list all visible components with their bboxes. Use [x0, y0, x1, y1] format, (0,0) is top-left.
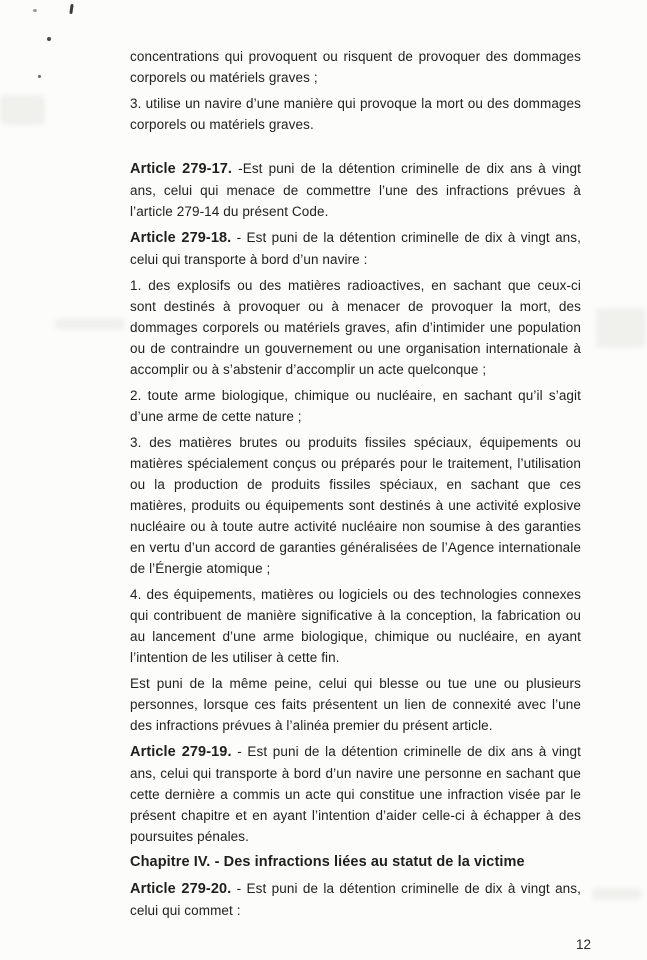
article-text: - Est puni de la détention criminelle de dix à vingt ans, celui qui commet :	[130, 881, 581, 918]
article-279-19-label: Article 279-19.	[130, 744, 232, 760]
body-text: Est puni de la même peine, celui qui blesse ou tue une ou plusieurs personnes, lorsque ces faits présentent un lien de connexité avec l’une des infractions prévues à l’alinéa premier du présent article.	[130, 676, 581, 733]
article-279-18-label: Article 279-18.	[130, 230, 232, 246]
article-279-17-label: Article 279-17.	[130, 161, 233, 177]
body-text: 2. toute arme biologique, chimique ou nucléaire, en sachant qu’il s’agit d’une arme de cette nature ;	[130, 388, 581, 424]
article-279-20	[130, 878, 581, 921]
list-item-1-explosifs	[130, 275, 581, 380]
body-text: 1. des explosifs ou des matières radioactives, en sachant que ceux-ci sont destinés à provoquer ou à menacer de provoquer la mort, des dommages corporels ou matériels graves, afin d’intimider une population ou de contraindre un gouvernement ou une organisation internationale à accomplir ou à s’abstenir d’accomplir un acte quelconque ;	[130, 278, 581, 377]
heading-text: Chapitre IV. - Des infractions liées au statut de la victime	[130, 854, 525, 870]
chapter-iv-heading	[130, 852, 581, 873]
scan-smudge	[592, 888, 642, 900]
scan-speck	[47, 37, 51, 41]
body-text: 3. des matières brutes ou produits fissiles spéciaux, équipements ou matières spécialement conçus ou préparés pour le traitement, l’utilisation ou la production de produits fissiles spéciaux, en sachant que ces matières, produits ou équipements sont destinés à une activité explosive nucléaire ou à toute autre activité nucléaire non soumise à des garanties en vertu d’un accord de garanties généralisées de l’Agence internationale de l’Énergie atomique ;	[130, 435, 581, 576]
list-item-4-equipements	[130, 584, 581, 668]
list-item-2-arme-biologique	[130, 385, 581, 427]
article-279-20-label: Article 279-20.	[130, 881, 232, 897]
scan-smudge	[596, 308, 646, 348]
scan-speck	[69, 4, 73, 14]
page-number: 12	[575, 937, 591, 952]
paragraph-continuation	[130, 46, 581, 88]
article-text: - Est puni de la détention criminelle de dix à vingt ans, celui qui transporte à bord d’un navire :	[130, 230, 581, 267]
article-text: - Est puni de la détention criminelle de dix ans à vingt ans, celui qui transporte à bord d’un navire une personne en sachant que cette dernière a commis un acte qui constitue une infraction visée par le présent chapitre et en ayant l’intention d’aider celle-ci à échapper à des poursuites pénales.	[130, 744, 581, 844]
body-text: 3. utilise un navire d’une manière qui provoque la mort ou des dommages corporels ou matériels graves.	[130, 96, 581, 132]
scan-smudge	[55, 318, 125, 330]
body-text: concentrations qui provoquent ou risquent de provoquer des dommages corporels ou matériels graves ;	[130, 49, 581, 85]
scan-smudge	[0, 95, 45, 125]
scan-speck	[38, 75, 41, 78]
body-text: 4. des équipements, matières ou logiciels ou des technologies connexes qui contribuent de manière significative à la conception, la fabrication ou au lancement d’une arme biologique, chimique ou nucléaire, en ayant l’intention de les utiliser à cette fin.	[130, 587, 581, 665]
scan-speck	[33, 9, 37, 12]
list-item-3-utilise-navire	[130, 93, 581, 135]
document-text-column	[130, 46, 581, 926]
article-279-17	[130, 158, 581, 222]
article-text: -Est puni de la détention criminelle de dix ans à vingt ans, celui qui menace de commettre l’une des infractions prévues à l’article 279-14 du présent Code.	[130, 161, 581, 219]
article-279-19	[130, 741, 581, 847]
list-item-3-matieres-brutes	[130, 432, 581, 579]
paragraph-meme-peine	[130, 673, 581, 736]
article-279-18	[130, 227, 581, 270]
